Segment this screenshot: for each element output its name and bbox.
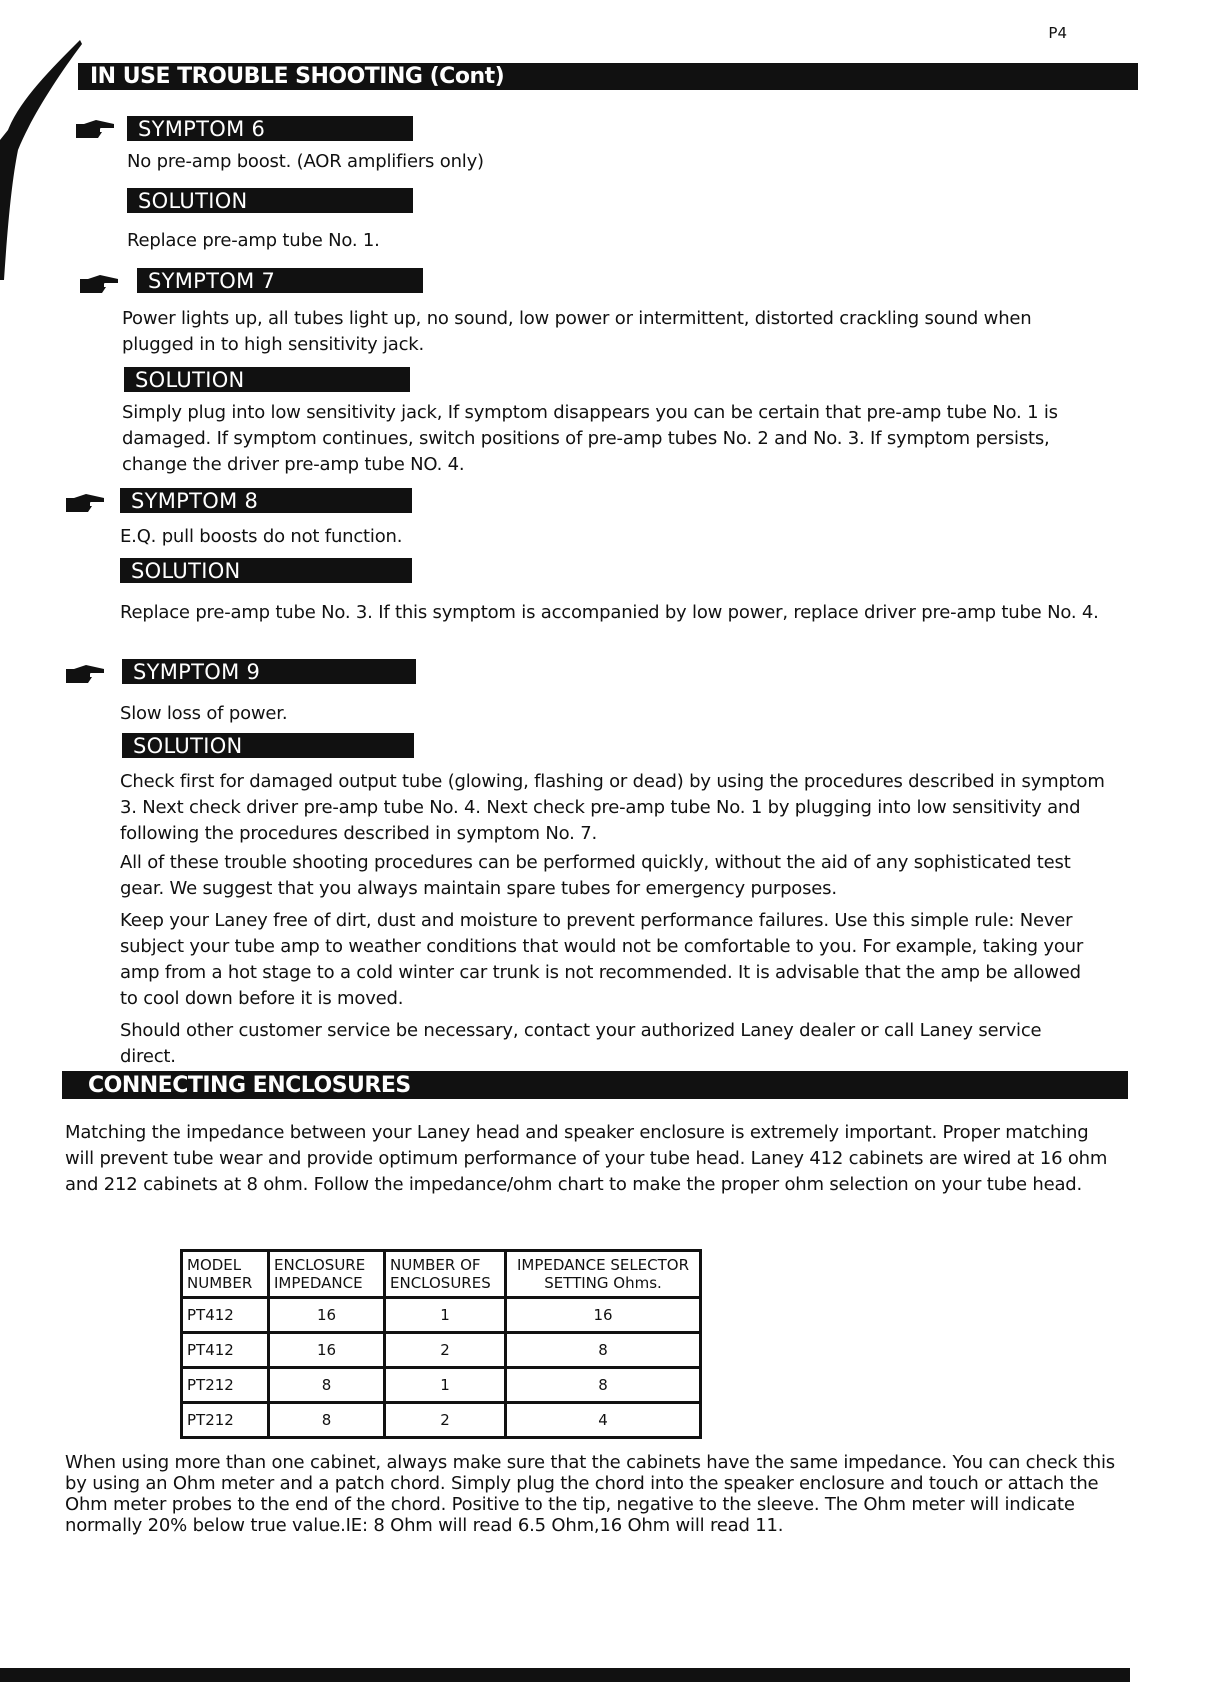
- table-row: PT412 16 2 8: [182, 1333, 701, 1368]
- closing-paragraph: When using more than one cabinet, always make sure that the cabinets have the same impedance. You can check this by using an Ohm meter and a patch chord. Simply plug the chord into the speaker enclosure and touch or attach the Ohm meter probes to the end of the chord. Positive to the tip, negative to the sleeve. The Ohm meter will indicate normally 20% below true value.IE: 8 Ohm will read 6.5 Ohm,16 Ohm will read 11.: [65, 1452, 1115, 1536]
- table-row: PT212 8 1 8: [182, 1368, 701, 1403]
- symptom-9-label: SYMPTOM 9: [122, 659, 416, 684]
- symptom-6-description: No pre-amp boost. (AOR amplifiers only): [127, 151, 484, 172]
- paragraph-maintenance: Keep your Laney free of dirt, dust and moisture to prevent performance failures. Use this simple rule: Never subject your tube amp to weather conditions that would not be comfortable to you. For example, taking your amp from a hot stage to a cold winter car trunk is not recommended. It is advisable that the amp be allowed to cool down before it is moved.: [120, 910, 1084, 1009]
- impedance-table: [180, 1249, 702, 1439]
- enclosures-header-text: CONNECTING ENCLOSURES: [88, 1072, 411, 1098]
- symptom-9-solution: Check first for damaged output tube (glowing, flashing or dead) by using the procedures described in symptom 3. Next check driver pre-amp tube No. 4. Next check pre-amp tube No. 1 by plugging into low sensitivity and following the procedures described in symptom No. 7.: [120, 771, 1105, 844]
- symptom-7-description: Power lights up, all tubes light up, no sound, low power or intermittent, distorted crackling sound when plugged in to high sensitivity jack.: [122, 308, 1032, 355]
- symptom-6-solution: Replace pre-amp tube No. 1.: [127, 230, 380, 251]
- symptom-9-solution-label: SOLUTION: [122, 733, 414, 758]
- hand-pointer-icon: [76, 118, 116, 140]
- table-header-cell: NUMBER OF ENCLOSURES: [385, 1251, 506, 1298]
- enclosures-intro: Matching the impedance between your Laney head and speaker enclosure is extremely important. Proper matching will prevent tube wear and provide optimum performance of your tube head. Laney 412 cabinets are wired at 16 ohm and 212 cabinets at 8 ohm. Follow the impedance/ohm chart to make the proper ohm selection on your tube head.: [65, 1122, 1108, 1195]
- troubleshooting-header-text: IN USE TROUBLE SHOOTING (Cont): [90, 64, 505, 89]
- scan-margin-mark: [0, 40, 90, 280]
- table-header-cell: MODEL NUMBER: [182, 1251, 269, 1298]
- page-number: P4: [1048, 24, 1067, 42]
- symptom-7-solution-label: SOLUTION: [124, 367, 410, 392]
- symptom-7-solution: Simply plug into low sensitivity jack, If symptom disappears you can be certain that pre-amp tube No. 1 is damaged. If symptom continues, switch positions of pre-amp tubes No. 2 and No. 3. If symptom persists, change the driver pre-amp tube NO. 4.: [122, 402, 1058, 475]
- table-header-cell: IMPEDANCE SELECTOR SETTING Ohms.: [506, 1251, 701, 1298]
- symptom-8-solution-label: SOLUTION: [120, 558, 412, 583]
- table-header-row: [182, 1251, 701, 1298]
- symptom-6-solution-label: SOLUTION: [127, 188, 413, 213]
- table-row: PT212 8 2 4: [182, 1403, 701, 1438]
- troubleshooting-header: [78, 63, 1138, 90]
- symptom-6-label: SYMPTOM 6: [127, 116, 413, 141]
- hand-pointer-icon: [66, 663, 106, 685]
- paragraph-service: Should other customer service be necessary, contact your authorized Laney dealer or call Laney service direct.: [120, 1020, 1042, 1067]
- symptom-8-description: E.Q. pull boosts do not function.: [120, 526, 403, 547]
- enclosures-header: [62, 1071, 1128, 1099]
- paragraph-procedures: All of these trouble shooting procedures can be performed quickly, without the aid of any sophisticated test gear. We suggest that you always maintain spare tubes for emergency purposes.: [120, 852, 1071, 899]
- table-row: PT412 16 1 16: [182, 1298, 701, 1333]
- footer-bar: [0, 1668, 1130, 1682]
- hand-pointer-icon: [66, 492, 106, 514]
- symptom-9-description: Slow loss of power.: [120, 703, 288, 724]
- symptom-8-solution: Replace pre-amp tube No. 3. If this symptom is accompanied by low power, replace driver pre-amp tube No. 4.: [120, 602, 1099, 623]
- table-header-cell: ENCLOSURE IMPEDANCE: [269, 1251, 385, 1298]
- symptom-8-label: SYMPTOM 8: [120, 488, 412, 513]
- symptom-7-label: SYMPTOM 7: [137, 268, 423, 293]
- hand-pointer-icon: [80, 273, 120, 295]
